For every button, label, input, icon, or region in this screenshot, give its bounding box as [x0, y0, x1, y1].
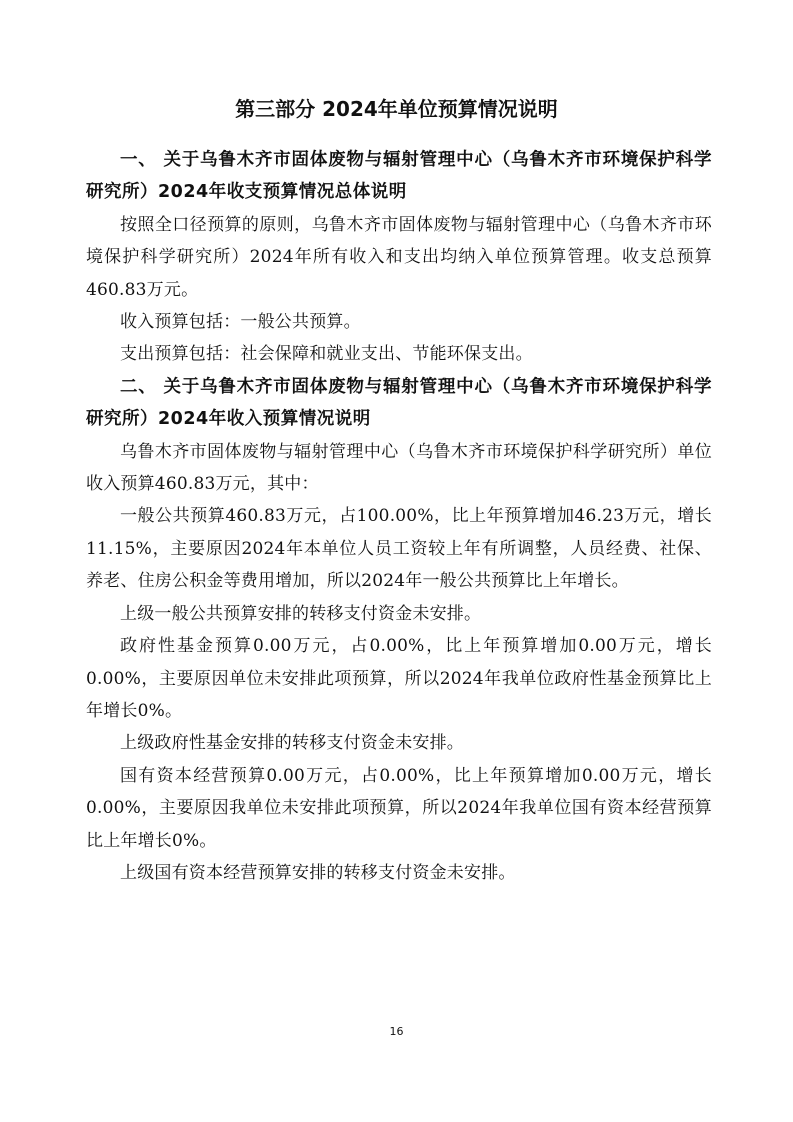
paragraph-unit-income: 乌鲁木齐市固体废物与辐射管理中心（乌鲁木齐市环境保护科学研究所）单位收入预算460.83万元，其中：	[86, 441, 712, 495]
paragraph-state-capital-transfer: 上级国有资本经营预算安排的转移支付资金未安排。	[120, 862, 516, 883]
paragraph-government-fund-budget: 政府性基金预算0.00万元，占0.00%，比上年预算增加0.00万元，增长0.00%，主要原因单位未安排此项预算，所以2024年我单位政府性基金预算比上年增长0%。	[86, 636, 712, 721]
paragraph-general-public-budget: 一般公共预算460.83万元，占100.00%，比上年预算增加46.23万元，增长11.15%，主要原因2024年本单位人员工资较上年有所调整，人员经费、社保、养老、住房公积金等费用增加，所以2024年一般公共预算比上年增长。	[86, 506, 712, 592]
paragraph-state-capital-budget: 国有资本经营预算0.00万元，占0.00%，比上年预算增加0.00万元，增长0.00%，主要原因我单位未安排此项预算，所以2024年我单位国有资本经营预算比上年增长0%。	[86, 765, 712, 851]
paragraph-government-fund-transfer: 上级政府性基金安排的转移支付资金未安排。	[120, 733, 464, 754]
section-heading-1: 一、 关于乌鲁木齐市固体废物与辐射管理中心（乌鲁木齐市环境保护科学研究所）2024年收支预算情况总体说明	[86, 150, 712, 203]
page-title: 第三部分 2024年单位预算情况说明	[235, 97, 558, 121]
document-body	[86, 144, 712, 889]
section-heading-2: 二、 关于乌鲁木齐市固体废物与辐射管理中心（乌鲁木齐市环境保护科学研究所）2024年收入预算情况说明	[86, 376, 712, 430]
paragraph-income-includes: 收入预算包括：一般公共预算。	[120, 312, 361, 333]
page-number: 16	[389, 1025, 404, 1038]
paragraph-general-transfer: 上级一般公共预算安排的转移支付资金未安排。	[120, 603, 482, 624]
paragraph-budget-scope: 按照全口径预算的原则，乌鲁木齐市固体废物与辐射管理中心（乌鲁木齐市环境保护科学研究所）2024年所有收入和支出均纳入单位预算管理。收支总预算460.83万元。	[86, 214, 712, 300]
paragraph-expenditure-includes: 支出预算包括：社会保障和就业支出、节能环保支出。	[120, 344, 533, 365]
